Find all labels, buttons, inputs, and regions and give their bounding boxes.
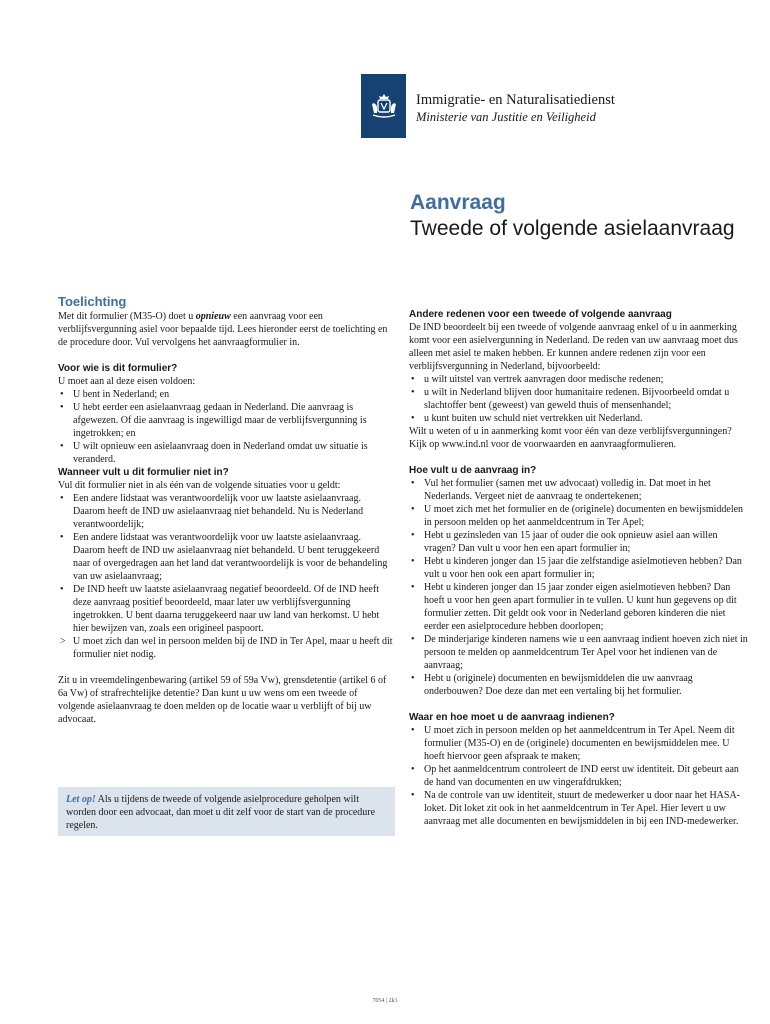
intro-paragraph <box>58 310 395 349</box>
left-column <box>58 294 395 726</box>
list-item: • U hebt eerder een asielaanvraag gedaan in Nederland. Die aanvraag is afgewezen. Of die aanvraag is ingewilligd maar de verblijfsvergunning is ingetrokken; en <box>58 401 395 440</box>
heading-not-fill: Wanneer vult u dit formulier niet in? <box>58 467 229 478</box>
org-name-text: Immigratie- en Naturalisatiedienst <box>416 92 615 108</box>
crest-icon <box>369 92 399 120</box>
title-main: Aanvraag <box>410 191 506 214</box>
note-text: Als u tijdens de tweede of volgende asielprocedure geholpen wilt worden door een advocaat, dan moet u dit zelf voor de start van de procedure regelen. <box>66 794 376 831</box>
how-fill-list <box>409 477 750 698</box>
list-item: • Op het aanmeldcentrum controleert de IND eerst uw identiteit. Dit gebeurt aan de hand van documenten en uw vingerafdrukken; <box>409 763 750 789</box>
submit-list <box>409 724 750 828</box>
heading-who: Voor wie is dit formulier? <box>58 363 178 374</box>
list-item: • U bent in Nederland; en <box>58 388 395 401</box>
list-item: • u kunt buiten uw schuld niet vertrekken uit Nederland. <box>409 412 750 425</box>
reasons-text: De IND beoordeelt bij een tweede of volgende aanvraag enkel of u in aanmerking komt voor een asielvergunning in Nederland. De reden van uw aanvraag moet dus alleen met asiel te maken hebben. Er kunnen andere redenen zijn voor een verblijfsvergunning in Nederland, bijvoorbeeld: <box>409 322 738 372</box>
reasons-list <box>409 373 750 425</box>
list-item: • Na de controle van uw identiteit, stuurt de medewerker u door naar het HASA-loket. Dit loket zit ook in het aanmeldcentrum in Ter Apel. Hier levert u uw aanvraag met alle documenten en bewijsmiddelen in bij een IND-medewerker. <box>409 789 750 828</box>
list-item: • u wilt in Nederland blijven door humanitaire redenen. Bijvoorbeeld omdat u slachtoffer bent (geweest) van geweld thuis of mensenhandel; <box>409 386 750 412</box>
who-list <box>58 388 395 466</box>
right-column <box>409 308 750 828</box>
list-item: • Hebt u kinderen jonger dan 15 jaar die zelfstandige asielmotieven hebben? Dan vult u voor hen ook een apart formulier in; <box>409 555 750 581</box>
list-item: • Hebt u gezinsleden van 15 jaar of ouder die ook opnieuw asiel aan willen vragen? Dan vult u voor hen een apart formulier in; <box>409 529 750 555</box>
list-item: • U wilt opnieuw een asielaanvraag doen in Nederland omdat uw situatie is veranderd. <box>58 440 395 466</box>
list-item: • u wilt uitstel van vertrek aanvragen door medische redenen; <box>409 373 750 386</box>
heading-how-fill: Hoe vult u de aanvraag in? <box>409 465 537 476</box>
list-item: • Hebt u (originele) documenten en bewijsmiddelen die uw aanvraag onderbouwen? Doe deze dan met een vertaling bij het formulier. <box>409 672 750 698</box>
list-item: • Een andere lidstaat was verantwoordelijk voor uw laatste asielaanvraag. Daarom heeft de IND uw asielaanvraag niet behandeld. U bent teruggekeerd naar of overgedragen aan het land dat verantwoordelijk is voor de behandeling van uw asielaanvraag; <box>58 531 395 583</box>
ministry-name: Ministerie van Justitie en Veiligheid <box>416 110 596 124</box>
list-item: • De minderjarige kinderen namens wie u een aanvraag indient hoeven zich niet in persoon te melden op aanmeldcentrum Ter Apel voor het indienen van de aanvraag; <box>409 633 750 672</box>
not-fill-list <box>58 492 395 661</box>
intro-text-b: een aanvraag voor een verblijfsvergunning asiel voor bepaalde tijd. Lees hieronder eerst de toelichting en de procedure door. Vul vervolgens het aanvraagformulier in. <box>58 311 388 348</box>
not-fill-text: Vul dit formulier niet in als één van de volgende situaties voor u geldt: <box>58 480 341 491</box>
rijksoverheid-logo <box>361 74 406 138</box>
list-item: • Hebt u kinderen jonger dan 15 jaar zonder eigen asielmotieven hebben? Dan hoeft u voor hen geen apart formulier in te vullen. U kunt hun gegevens op dit formulier zetten. Dit geldt ook voor in Nederland geboren kinderen die niet eerder een asielprocedure hebben doorlopen; <box>409 581 750 633</box>
list-item: • U moet zich met het formulier en de (originele) documenten en bewijsmiddelen in persoon melden op het aanmeldcentrum in Ter Apel; <box>409 503 750 529</box>
note-box <box>58 787 395 836</box>
document-title <box>410 190 735 242</box>
reasons-after-text: Wilt u weten of u in aanmerking komt voor één van deze verblijfsvergunningen? Kijk op www.ind.nl voor de voorwaarden en aanvraagformulieren. <box>409 426 732 450</box>
intro-emphasis: opnieuw <box>195 311 231 322</box>
list-item: • Een andere lidstaat was verantwoordelijk voor uw laatste asielaanvraag. Daarom heeft de IND uw asielaanvraag niet behandeld. Nu is Nederland verantwoordelijk; <box>58 492 395 531</box>
form-code-footer: 7054 | 2k1 <box>372 998 398 1004</box>
detention-paragraph: Zit u in vreemdelingenbewaring (artikel 59 of 59a Vw), grensdetentie (artikel 6 of 6a Vw) of strafrechtelijke detentie? Dan kunt u uw wens om een tweede of volgende asielaanvraag te doen melden op de locatie waar u verblijft of bij uw advocaat. <box>58 675 387 725</box>
arrow-item: > U moet zich dan wel in persoon melden bij de IND in Ter Apel, maar u heeft dit formulier niet nodig. <box>58 635 395 661</box>
organization-name <box>416 92 615 126</box>
who-text: U moet aan al deze eisen voldoen: <box>58 376 196 387</box>
title-sub: Tweede of volgende asielaanvraag <box>410 217 735 240</box>
intro-text-a: Met dit formulier (M35-O) doet u <box>58 311 196 322</box>
section-title-toelichting: Toelichting <box>58 294 127 309</box>
heading-other-reasons: Andere redenen voor een tweede of volgende aanvraag <box>409 309 672 320</box>
heading-submit: Waar en hoe moet u de aanvraag indienen? <box>409 712 615 723</box>
list-item: • Vul het formulier (samen met uw advocaat) volledig in. Dat moet in het Nederlands. Vergeet niet de aanvraag te ondertekenen; <box>409 477 750 503</box>
note-lead: Let op! <box>66 794 96 805</box>
list-item: • U moet zich in persoon melden op het aanmeldcentrum in Ter Apel. Neem dit formulier (M35-O) en de (originele) documenten en bewijsmiddelen mee. U hoeft hiervoor geen afspraak te maken; <box>409 724 750 763</box>
list-item: • De IND heeft uw laatste asielaanvraag negatief beoordeeld. Of de IND heeft deze aanvraag positief beoordeeld, maar later uw verblijfsvergunning ingetrokken. U bent daarna teruggekeerd naar uw land van herkomst. U hebt hier bewijzen van, zoals een origineel paspoort. <box>58 583 395 635</box>
